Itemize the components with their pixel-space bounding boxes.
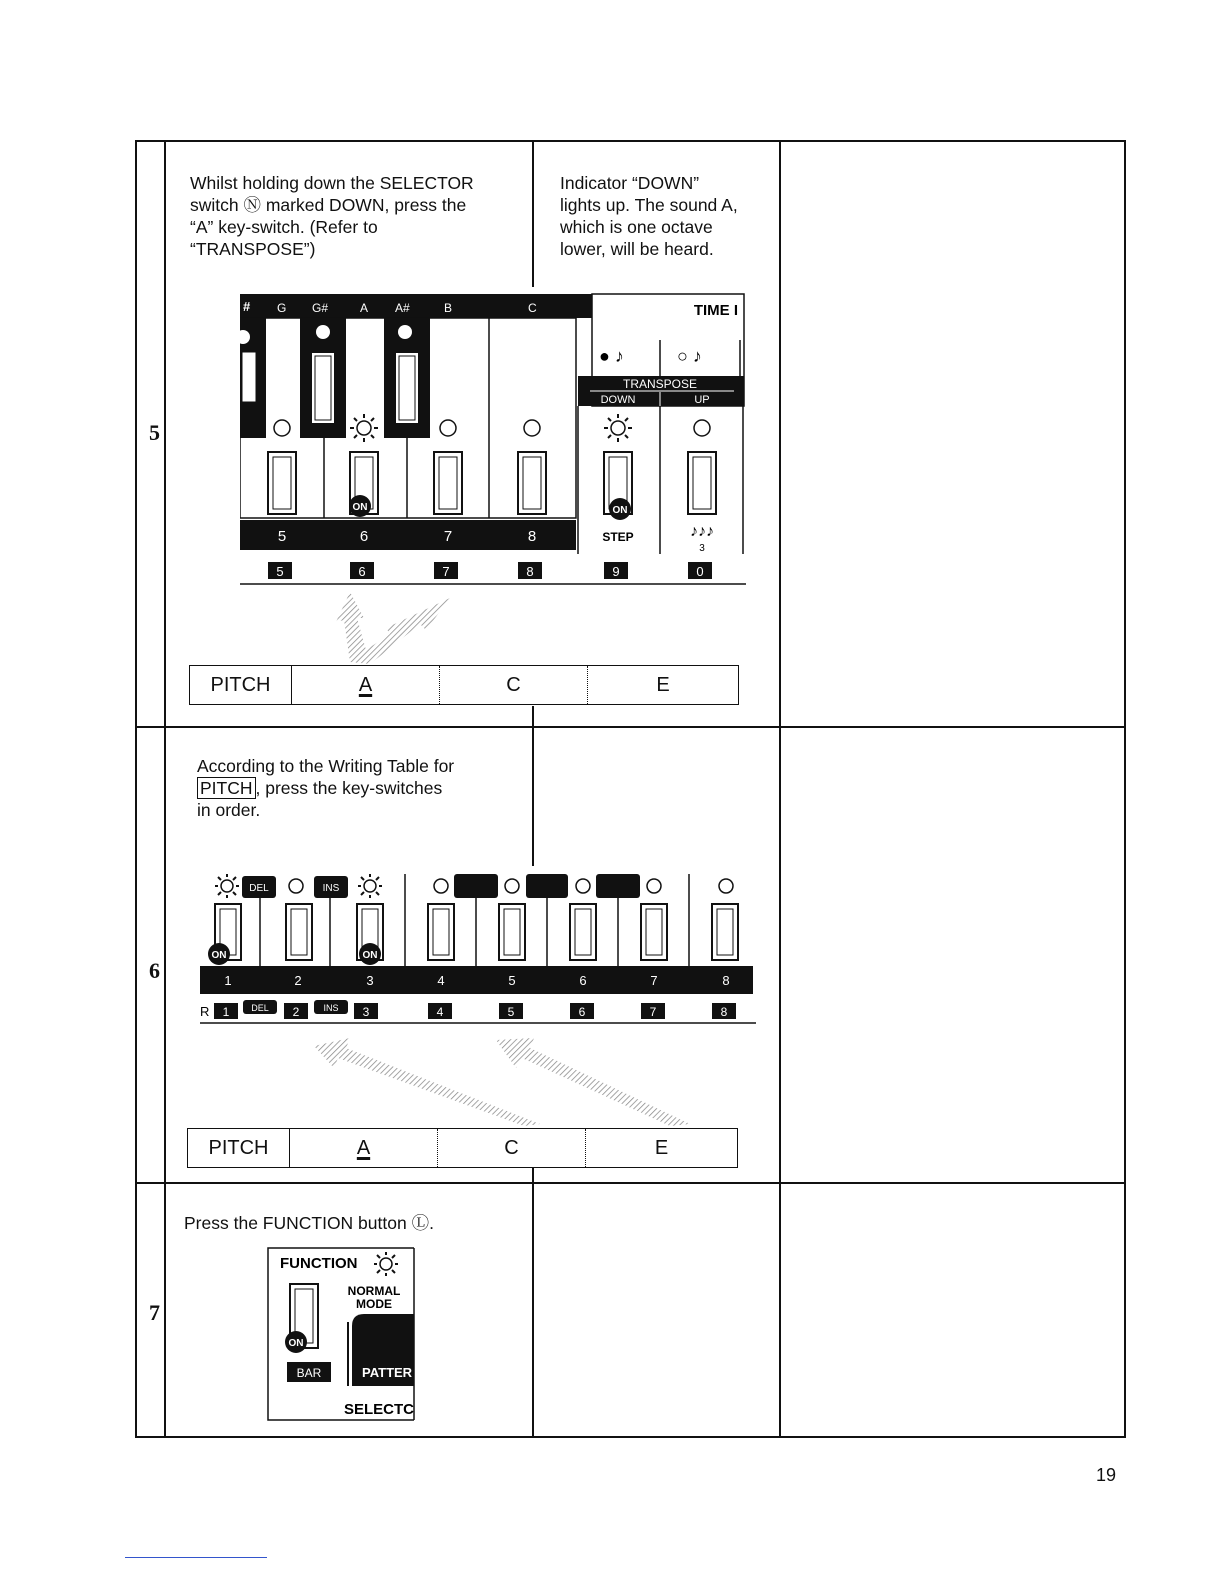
pitch-writing-table [187, 1128, 738, 1168]
step-6-instruction [197, 755, 454, 821]
key-number: 7 [650, 973, 658, 988]
key-code: 7 [442, 564, 450, 579]
key-code: 4 [436, 1005, 444, 1019]
instruction-line: According to the Writing Table for [197, 756, 455, 776]
note-label: A# [395, 301, 410, 315]
key-code: 8 [720, 1005, 728, 1019]
pitch-value-cell: C [440, 666, 588, 704]
instruction-line: in order. [197, 800, 261, 820]
key-code: 3 [362, 1005, 370, 1019]
led-lit-icon [604, 414, 632, 442]
key-code: 6 [358, 564, 366, 579]
step-number: 6 [149, 958, 160, 983]
key-number: 4 [437, 973, 445, 988]
ins-label: INS [322, 883, 340, 894]
triplet-label: 3 [699, 543, 705, 554]
pitch-key-label: PITCH [197, 777, 256, 799]
svg-text:♪♪♪: ♪♪♪ [690, 523, 714, 540]
key-number: 6 [579, 973, 587, 988]
note-label: G# [312, 301, 329, 315]
note-label: C [528, 301, 537, 315]
pattern-label: PATTER [362, 1365, 413, 1380]
pitch-value-cell [290, 1129, 438, 1167]
del-label: DEL [251, 1003, 269, 1013]
instruction-result-divider-5b [532, 706, 534, 728]
key-number: 5 [277, 528, 287, 545]
row-divider-6-7 [135, 1182, 1126, 1184]
instruction-line: switch Ⓝ marked DOWN, press the [190, 195, 467, 215]
key-code: 5 [276, 564, 284, 579]
key-switch-panel-illustration [200, 868, 756, 1028]
pitch-value-cell [292, 666, 440, 704]
key-code: 8 [526, 564, 534, 579]
del-label: DEL [249, 883, 269, 894]
step-5-result [560, 172, 738, 260]
function-button-illustration [266, 1246, 418, 1422]
down-label: DOWN [600, 394, 636, 406]
key-number: 8 [527, 528, 537, 545]
key-code: 2 [292, 1005, 300, 1019]
pointer-arrows-icon [310, 1036, 700, 1130]
step-number: 7 [149, 1300, 160, 1325]
mode-label: MODE [356, 1297, 392, 1311]
note-label: A [360, 301, 369, 315]
key-number: 6 [359, 528, 369, 545]
note-label: G [277, 301, 287, 315]
instruction-result-divider-5 [532, 140, 534, 287]
bar-label: BAR [296, 1366, 322, 1380]
led-lit-icon [358, 874, 382, 898]
key-number: 8 [722, 973, 730, 988]
pitch-table-header: PITCH [190, 666, 292, 704]
row-prefix: R [200, 1004, 210, 1019]
ins-label: INS [323, 1003, 339, 1013]
step-label: STEP [602, 530, 634, 544]
key-code: 9 [612, 564, 620, 579]
transpose-label: TRANSPOSE [622, 377, 698, 391]
step-column-divider [164, 140, 166, 1438]
instruction-line: “A” key-switch. (Refer to [190, 217, 378, 237]
note-label: B [444, 301, 453, 315]
key-number: 3 [366, 973, 374, 988]
on-badge: ON [362, 950, 378, 961]
instruction-result-divider-7 [532, 1184, 534, 1438]
pitch-table-header: PITCH [188, 1129, 290, 1167]
page-number: 19 [1096, 1465, 1117, 1485]
instruction-line: “TRANSPOSE”) [190, 239, 316, 259]
note-label: # [243, 299, 251, 314]
pointer-arrow-icon [330, 592, 470, 666]
led-lit-icon [215, 874, 239, 898]
pitch-value-cell: E [654, 1136, 669, 1159]
key-code: 6 [578, 1005, 586, 1019]
on-badge: ON [352, 502, 368, 513]
on-badge: ON [211, 950, 227, 961]
function-label: FUNCTION [280, 1255, 358, 1272]
instruction-text: , press the key-switches [255, 778, 443, 798]
instruction-line: Whilst holding down the SELECTOR [190, 173, 474, 193]
step-number: 5 [149, 420, 160, 445]
footer-rule [125, 1557, 267, 1558]
instruction-result-divider-6 [532, 728, 534, 866]
pitch-value-cell: C [438, 1129, 586, 1167]
result-line: which is one octave [560, 217, 713, 237]
key-code: 5 [507, 1005, 515, 1019]
on-badge: ON [612, 505, 628, 516]
step-5-instruction [190, 172, 474, 260]
key-number: 7 [443, 528, 453, 545]
svg-text:○ ♪: ○ ♪ [677, 346, 702, 366]
key-number: 1 [224, 973, 232, 988]
time-label: TIME I [693, 302, 738, 319]
pitch-writing-table [189, 665, 739, 705]
result-line: Indicator “DOWN” [560, 173, 700, 193]
normal-label: NORMAL [347, 1284, 401, 1298]
led-lit-icon [374, 1252, 398, 1276]
pitch-value-current: A [356, 1136, 371, 1159]
notes-column-divider [779, 140, 781, 1438]
row-divider-5-6 [135, 726, 1126, 728]
keyboard-panel-illustration [240, 292, 746, 592]
instruction-line [197, 777, 454, 799]
step-7-instruction: Press the FUNCTION button Ⓛ. [184, 1213, 434, 1233]
result-line: lower, will be heard. [560, 239, 714, 259]
pitch-value-current: A [358, 673, 373, 696]
on-badge: ON [288, 1338, 304, 1349]
result-line: lights up. The sound A, [560, 195, 738, 215]
key-code: 1 [222, 1005, 230, 1019]
pitch-value-cell: E [656, 673, 670, 696]
key-number: 2 [294, 973, 302, 988]
key-code: 7 [649, 1005, 657, 1019]
svg-text:● ♪: ● ♪ [599, 346, 624, 366]
key-code: 0 [696, 564, 704, 579]
up-label: UP [694, 394, 710, 406]
key-number: 5 [508, 973, 516, 988]
selector-label: SELECTC [344, 1401, 415, 1418]
